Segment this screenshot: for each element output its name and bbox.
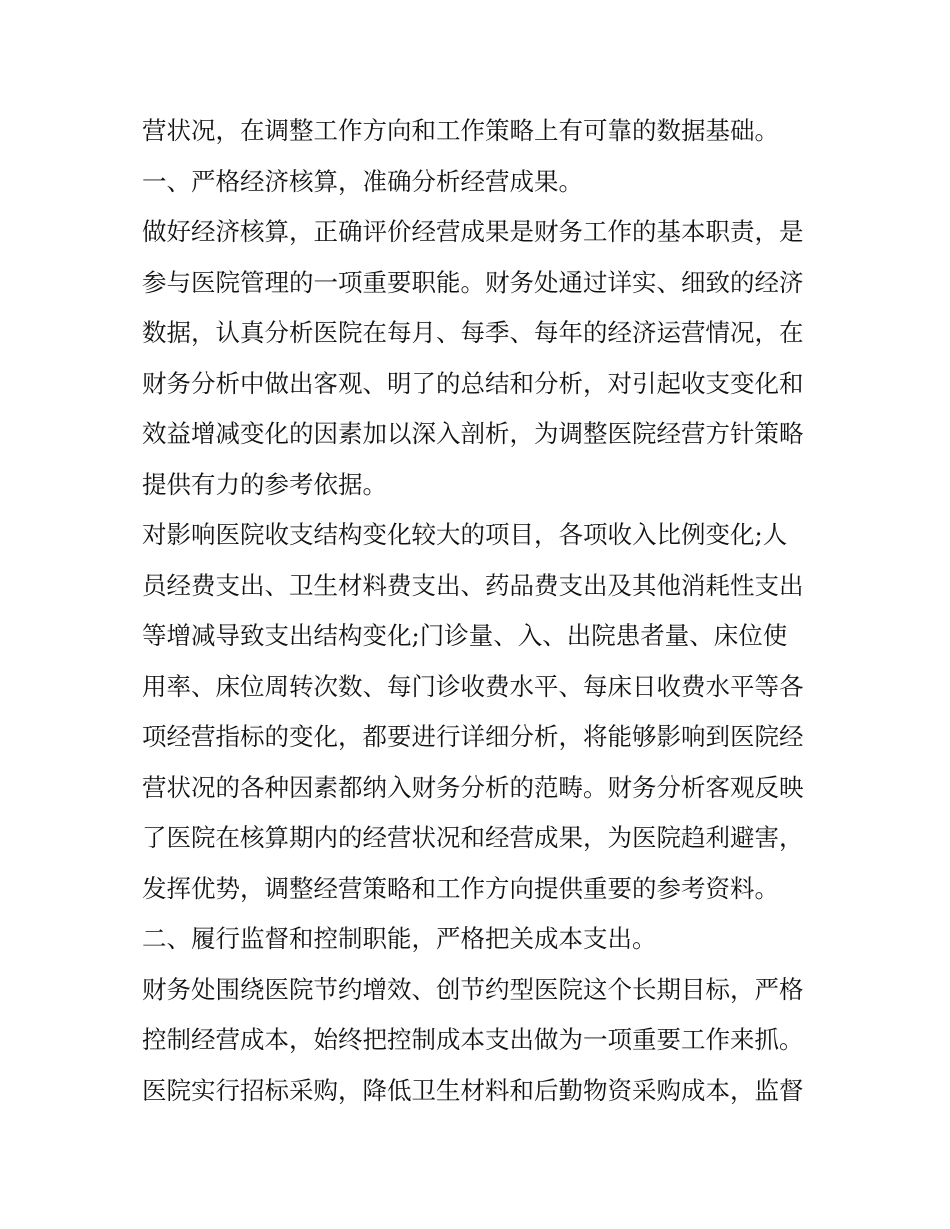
text-line: 员经费支出、卫生材料费支出、药品费支出及其他消耗性支出: [142, 570, 804, 600]
text-line: 营状况的各种因素都纳入财务分析的范畴。财务分析客观反映: [142, 772, 804, 802]
text-line: 财务处围绕医院节约增效、创节约型医院这个长期目标，严格: [142, 974, 804, 1004]
text-line: 等增减导致支出结构变化;门诊量、入、出院患者量、床位使: [142, 621, 788, 650]
text-line: 提供有力的参考依据。: [142, 469, 387, 499]
text-line: 参与医院管理的一项重要职能。财务处通过详实、细致的经济: [142, 267, 804, 297]
text-line: 发挥优势，调整经营策略和工作方向提供重要的参考资料。: [142, 873, 779, 903]
text-line: 控制经营成本，始终把控制成本支出做为一项重要工作来抓。: [142, 1025, 804, 1054]
text-line: 效益增减变化的因素加以深入剖析，为调整医院经营方针策略: [142, 419, 804, 448]
text-line: 数据，认真分析医院在每月、每季、每年的经济运营情况，在: [142, 318, 804, 347]
document-body: [142, 106, 822, 1116]
section-heading: 一、严格经济核算，准确分析经营成果。: [142, 166, 583, 196]
text-line: 用率、床位周转次数、每门诊收费水平、每床日收费水平等各: [142, 671, 804, 701]
section-heading: 二、履行监督和控制职能，严格把关成本支出。: [142, 924, 657, 953]
text-line: 营状况，在调整工作方向和工作策略上有可靠的数据基础。: [142, 116, 779, 145]
text-line: 医院实行招标采购，降低卫生材料和后勤物资采购成本，监督: [142, 1075, 804, 1105]
text-line: 对影响医院收支结构变化较大的项目，各项收入比例变化;人: [142, 520, 788, 549]
text-line: 项经营指标的变化，都要进行详细分析，将能够影响到医院经: [142, 722, 804, 751]
text-line: 财务分析中做出客观、明了的总结和分析，对引起收支变化和: [142, 368, 804, 398]
text-line: 了医院在核算期内的经营状况和经营成果，为医院趋利避害，: [142, 823, 804, 852]
text-line: 做好经济核算，正确评价经营成果是财务工作的基本职责，是: [142, 217, 804, 246]
